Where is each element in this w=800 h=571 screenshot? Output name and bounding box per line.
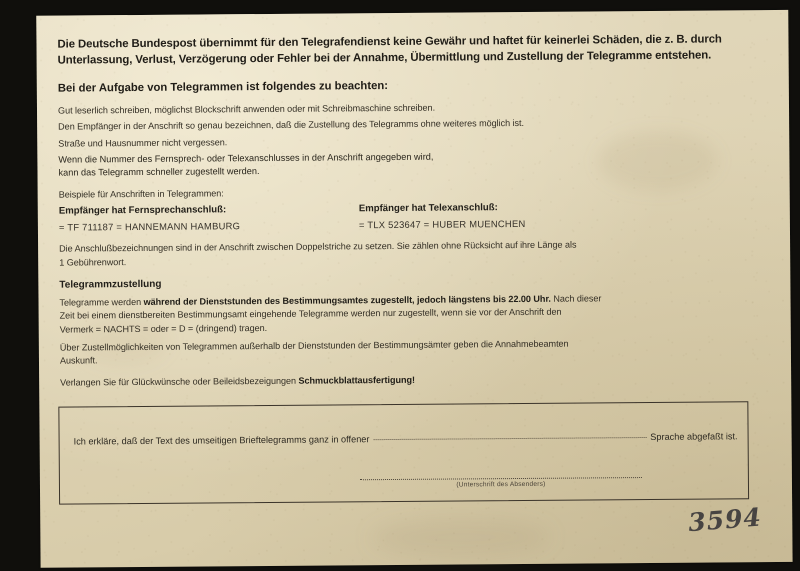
instruction-item-street-number: Straße und Hausnummer nicht vergessen. <box>58 136 228 149</box>
example-heading-phone: Empfänger hat Fernsprechanschluß: <box>58 204 227 218</box>
connection-designation-note-line-2: 1 Gebührenwort. <box>59 256 127 268</box>
liability-statement: Die Deutsche Bundespost übernimmt für den Telegrafendienst keine Gewähr und haftet für keinerlei Schäden, die z. B. durch Unterlassung, Verlust, Verzögerung oder Fehler bei der Annahme, Übermittlung und Zustellung der Telegramme entstehen. <box>57 33 722 67</box>
declaration-statement <box>74 430 738 447</box>
signature-caption: (Unterschrift des Absenders) <box>456 480 546 489</box>
handwritten-archive-number: 3594 <box>687 502 763 538</box>
ornamental-note-emphasis: Schmuckblattausfertigung! <box>298 375 416 386</box>
ornamental-note-text: Verlangen Sie für Glückwünsche oder Beileidsbezeigungen <box>60 375 299 388</box>
phone-telex-note-line-2: kann das Telegramm schneller zugestellt werden. <box>58 166 260 178</box>
delivery-line1-part-a: Telegramme werden <box>59 297 144 308</box>
outside-hours-note-line-2: Auskunft. <box>59 355 98 366</box>
declaration-text-after: Sprache abgefaßt ist. <box>650 431 738 442</box>
instruction-item-legibility: Gut leserlich schreiben, möglichst Blockschrift anwenden oder mit Schreibmaschine schreiben. <box>57 102 436 116</box>
language-fill-in-field[interactable] <box>373 437 646 440</box>
phone-telex-note-line-1: Wenn die Nummer des Fernsprech- oder Telexanschlusses in der Anschrift angegeben wird, <box>58 151 434 165</box>
paper-blotch <box>370 517 550 558</box>
delivery-line1-part-c: Nach dieser <box>550 293 602 304</box>
instructions-heading: Bei der Aufgabe von Telegrammen ist folgendes zu beachten: <box>57 80 389 95</box>
instruction-item-recipient-address: Den Empfänger in der Anschrift so genau bezeichnen, daß die Zustellung des Telegramms ohne weiteres möglich ist. <box>58 118 525 133</box>
delivery-paragraph-line-2: Zeit bei einem dienstbereiten Bestimmungsamt eingehende Telegramme werden nur zugestellt, wenn sie vor der Anschrift den <box>59 307 562 322</box>
form-instructions-content <box>57 32 762 390</box>
examples-intro: Beispiele für Anschriften in Telegrammen: <box>58 188 224 200</box>
signature-block <box>360 477 642 489</box>
declaration-box <box>58 401 749 504</box>
outside-hours-note-line-1: Über Zustellmöglichkeiten von Telegrammen außerhalb der Dienststunden der Bestimmungsämter geben die Annahmebeamten <box>59 338 569 353</box>
telegram-form-paper <box>36 10 792 568</box>
delivery-paragraph-line-3: Vermerk = NACHTS = oder = D = (dringend) tragen. <box>59 322 268 335</box>
declaration-text-before: Ich erkläre, daß der Text des umseitigen Brieftelegramms ganz in offener <box>73 434 370 447</box>
delivery-line1-emphasis: während der Dienststunden des Bestimmungsamtes zugestellt, jedoch längstens bis 22.00 Uhr. <box>143 293 551 308</box>
connection-designation-note-line-1: Die Anschlußbezeichnungen sind in der Anschrift zwischen Doppelstriche zu setzen. Sie zählen ohne Rücksicht auf ihre Länge als <box>59 239 577 255</box>
example-sample-phone: = TF 711187 = HANNEMANN HAMBURG <box>58 220 241 234</box>
example-sample-telex: = TLX 523647 = HUBER MUENCHEN <box>358 218 526 231</box>
example-heading-telex: Empfänger hat Telexanschluß: <box>358 202 498 215</box>
delivery-heading: Telegrammzustellung <box>59 278 162 291</box>
